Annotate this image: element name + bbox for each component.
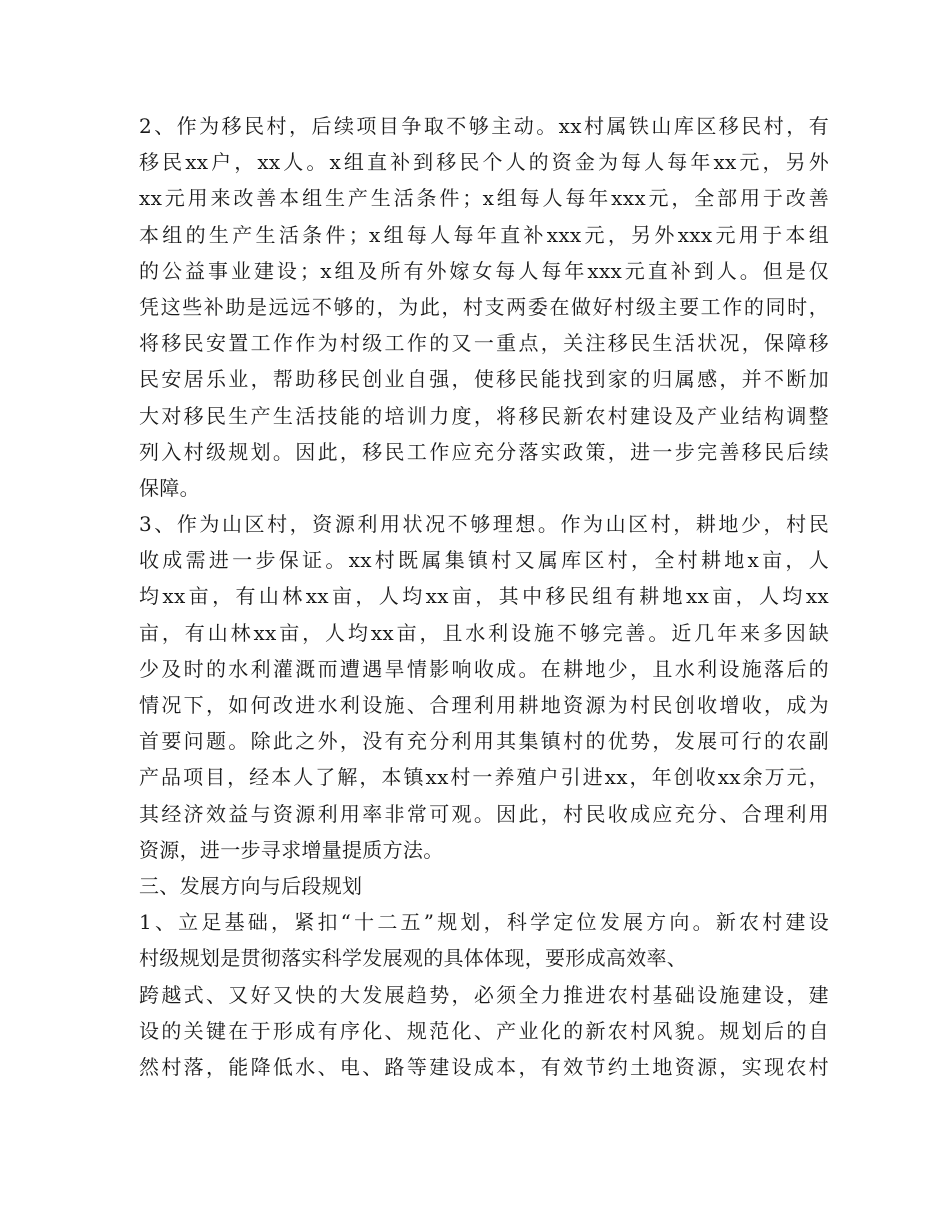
text-line: xx元用来改善本组生产生活条件；x组每人每年xxx元，全部用于改善 (139, 186, 829, 211)
text-line: 民安居乐业，帮助移民创业自强，使移民能找到家的归属感，并不断加 (139, 367, 829, 392)
text-line: 首要问题。除此之外，没有充分利用其集镇村的优势，发展可行的农副 (139, 729, 829, 754)
text-line: 少及时的水利灌溉而遭遇旱情影响收成。在耕地少，且水利设施落后的 (139, 656, 829, 681)
text-line: 资源，进一步寻求增量提质方法。 (139, 837, 444, 862)
text-line: 3、作为山区村，资源利用状况不够理想。作为山区村，耕地少，村民 (139, 512, 829, 537)
text-line: 然村落，能降低水、电、路等建设成本，有效节约土地资源，实现农村 (139, 1054, 829, 1079)
text-line: 三、发展方向与后段规划 (139, 873, 363, 898)
text-line: 跨越式、又好又快的大发展趋势，必须全力推进农村基础设施建设，建 (139, 982, 829, 1007)
text-line: 列入村级规划。因此，移民工作应充分落实政策，进一步完善移民后续 (139, 439, 829, 464)
text-line: 将移民安置工作作为村级工作的又一重点，关注移民生活状况，保障移 (139, 331, 829, 356)
text-line: 保障。 (139, 475, 200, 500)
text-line: 的公益事业建设；x组及所有外嫁女每人每年xxx元直补到人。但是仅 (139, 258, 829, 283)
text-line: 其经济效益与资源利用率非常可观。因此，村民收成应充分、合理利用 (139, 801, 829, 826)
body-text (139, 108, 829, 1085)
text-line: 本组的生产生活条件；x组每人每年直补xxx元，另外xxx元用于本组 (139, 222, 829, 247)
text-line: 收成需进一步保证。xx村既属集镇村又属库区村，全村耕地x亩，人 (139, 548, 829, 573)
text-line: 设的关键在于形成有序化、规范化、产业化的新农村风貌。规划后的自 (139, 1018, 829, 1043)
text-line: 均xx亩，有山林xx亩，人均xx亩，其中移民组有耕地xx亩，人均xx (139, 584, 829, 609)
text-line: 移民xx户，xx人。x组直补到移民个人的资金为每人每年xx元，另外 (139, 150, 829, 175)
text-line: 1、立足基础，紧扣“十二五”规划，科学定位发展方向。新农村建设 (139, 910, 829, 935)
text-line: 2、作为移民村，后续项目争取不够主动。xx村属铁山库区移民村，有 (139, 114, 829, 138)
text-line: 亩，有山林xx亩，人均xx亩，且水利设施不够完善。近几年来多因缺 (139, 620, 829, 645)
text-line: 情况下，如何改进水利设施、合理利用耕地资源为村民创收增收，成为 (139, 693, 829, 717)
text-line: 产品项目，经本人了解，本镇xx村一养殖户引进xx，年创收xx余万元， (139, 765, 829, 790)
text-line: 大对移民生产生活技能的培训力度，将移民新农村建设及产业结构调整 (139, 403, 829, 428)
text-line: 凭这些补助是远远不够的，为此，村支两委在做好村级主要工作的同时， (139, 294, 829, 319)
text-line: 村级规划是贯彻落实科学发展观的具体体现，要形成高效率、 (139, 946, 688, 971)
